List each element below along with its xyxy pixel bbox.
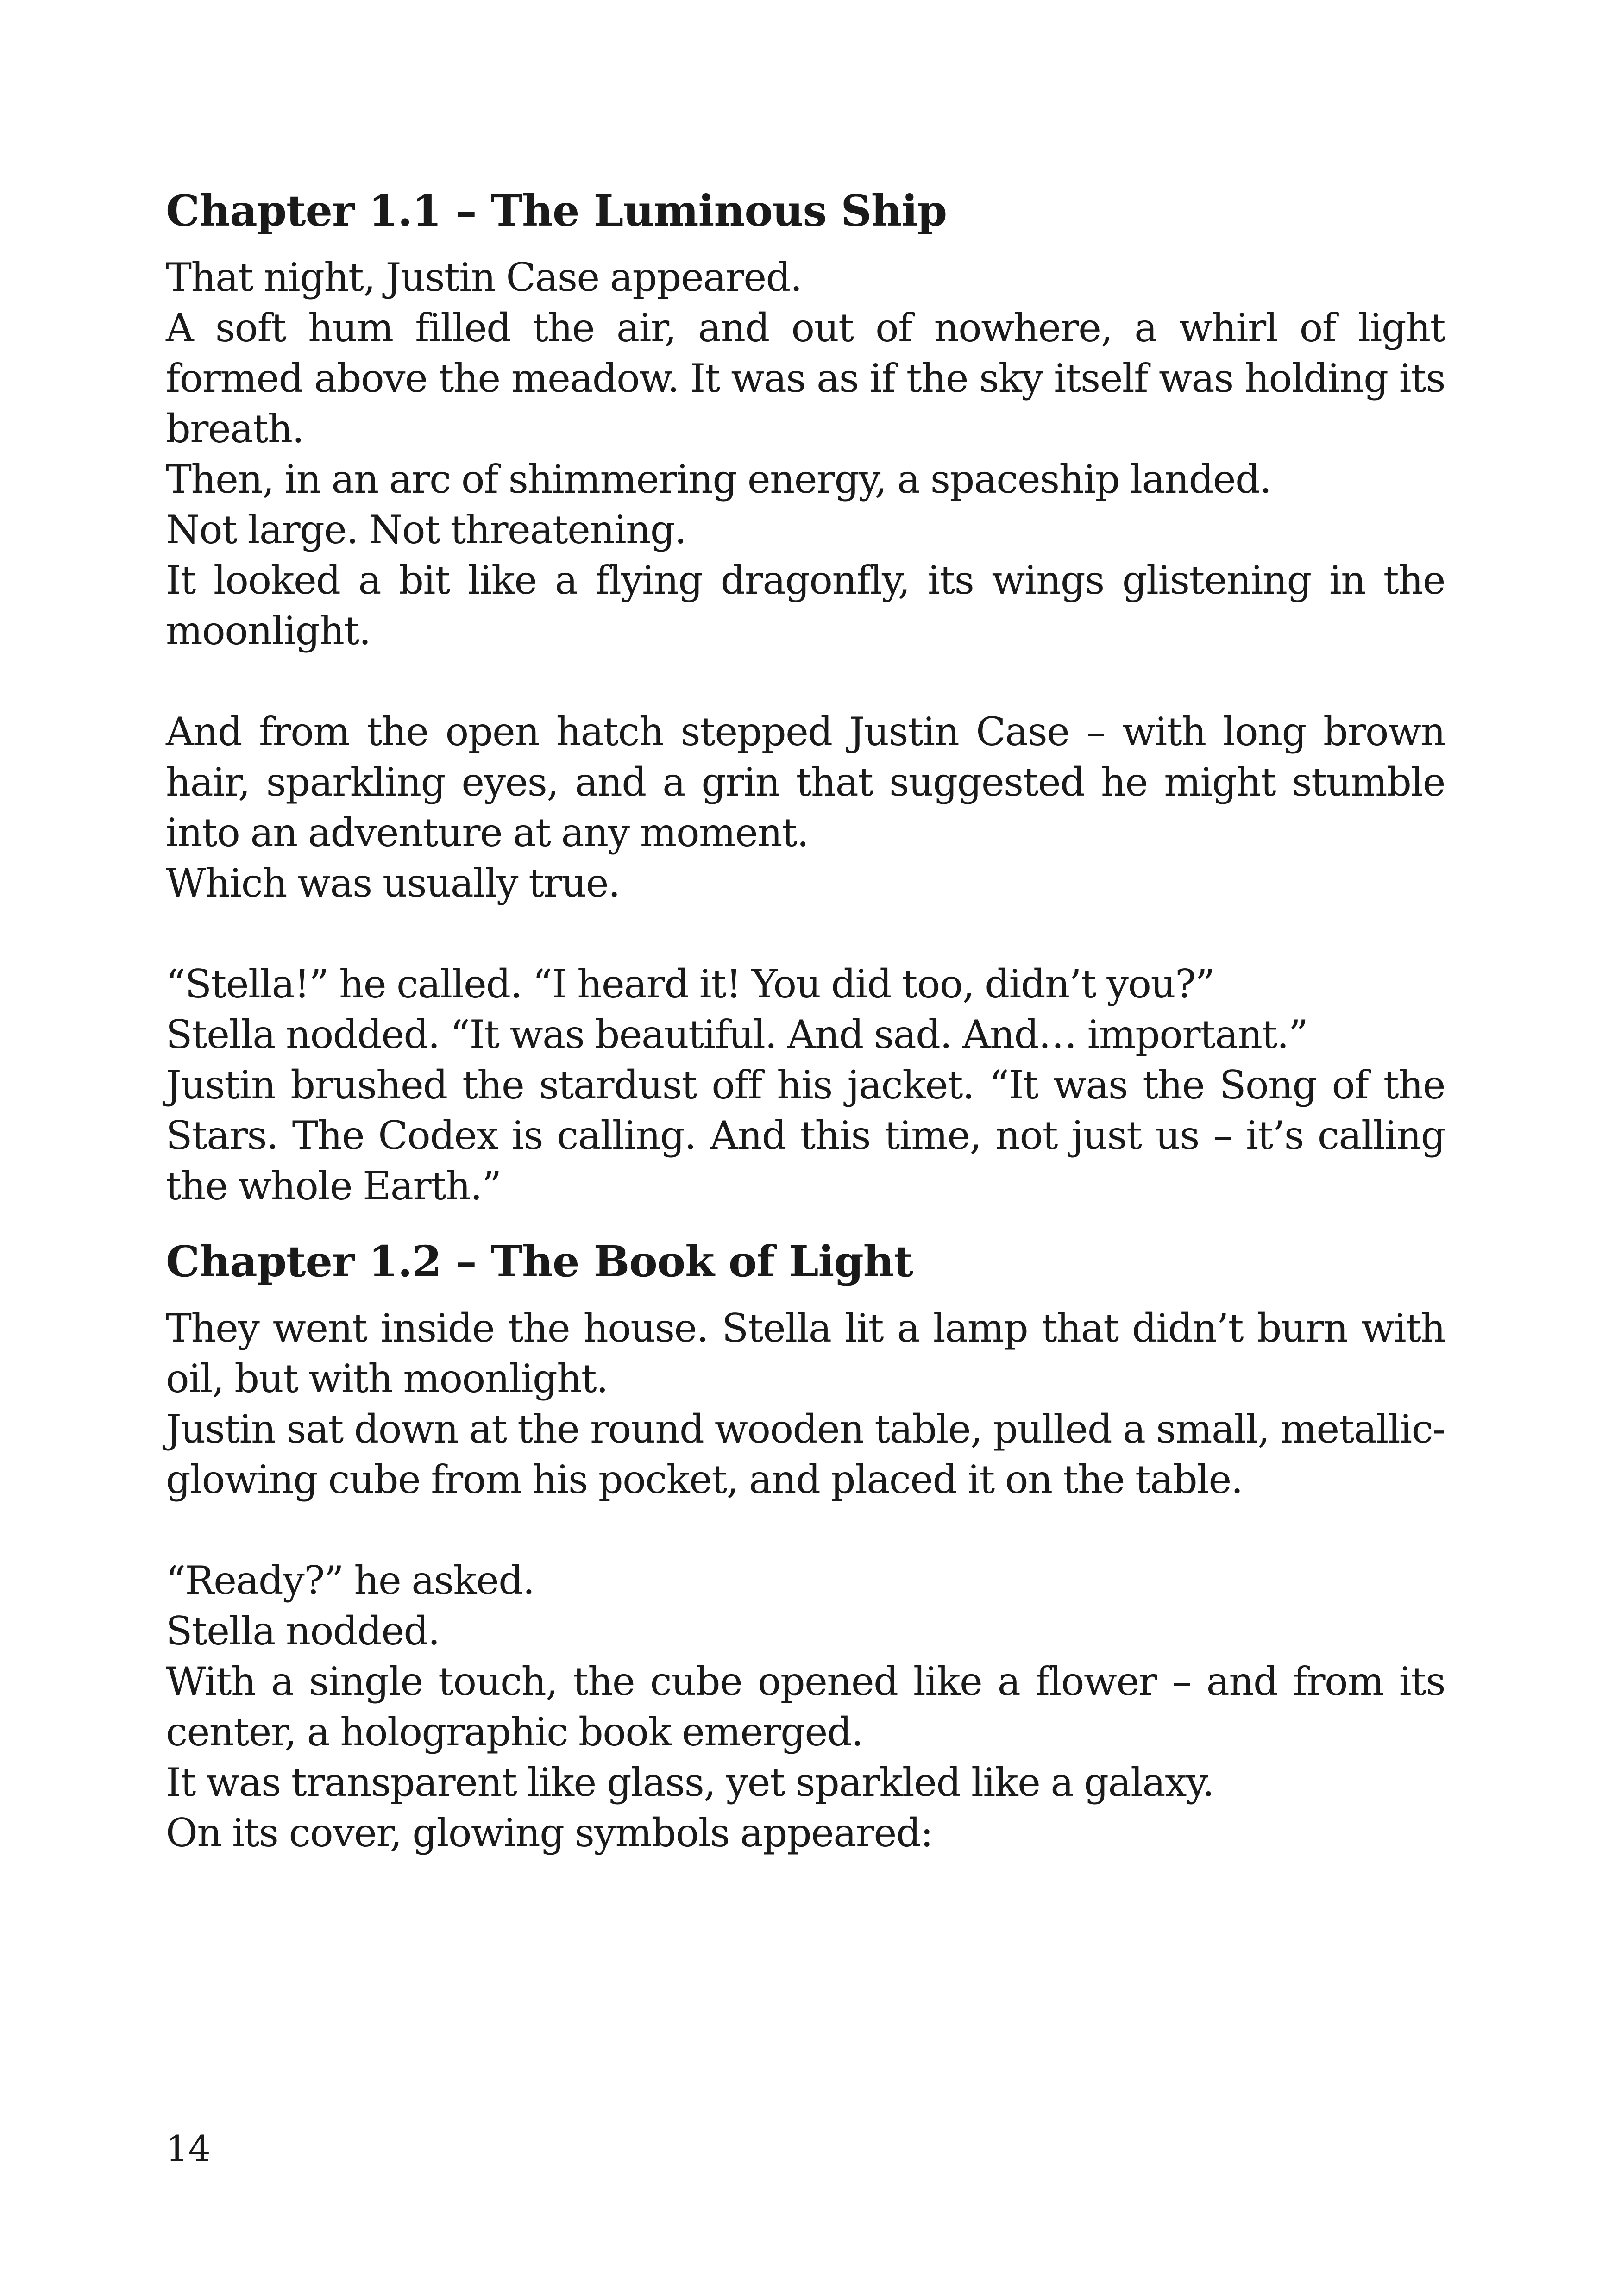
paragraph: Which was usually true. [166, 860, 620, 906]
paragraph: It looked a bit like a flying dragonfly, its wings glistening in the moonlight. [166, 558, 1445, 653]
paragraph: With a single touch, the cube opened like a flower – and from its center, a holographic book emerged. [166, 1659, 1445, 1755]
chapter-1-1-heading: Chapter 1.1 – The Luminous Ship [166, 186, 947, 236]
paragraph: And from the open hatch stepped Justin Case – with long brown hair, sparkling eyes, and a grin that suggested he might stumble into an adventure at any moment. [166, 709, 1445, 855]
page-number: 14 [166, 2128, 211, 2169]
paragraph: Justin sat down at the round wooden table, pulled a small, metallic-glowing cube from his pocket, and placed it on the table. [166, 1406, 1445, 1502]
chapter-1-2-heading: Chapter 1.2 – The Book of Light [166, 1236, 913, 1286]
paragraph: Stella nodded. “It was beautiful. And sad. And… important.” [166, 1012, 1308, 1057]
paragraph-spacer [166, 909, 1445, 959]
page-body [166, 178, 1445, 1858]
paragraph: Then, in an arc of shimmering energy, a spaceship landed. [166, 457, 1271, 502]
paragraph: On its cover, glowing symbols appeared: [166, 1810, 933, 1856]
paragraph: Not large. Not threatening. [166, 507, 686, 552]
paragraph: “Ready?” he asked. [166, 1558, 534, 1603]
paragraph: That night, Justin Case appeared. [166, 255, 802, 300]
paragraph-spacer [166, 656, 1445, 707]
paragraph: “Stella!” he called. “I heard it! You did too, didn’t you?” [166, 961, 1215, 1007]
paragraph: Stella nodded. [166, 1608, 440, 1654]
paragraph: It was transparent like glass, yet sparkled like a galaxy. [166, 1760, 1214, 1805]
chapter-1-1-text [166, 252, 1445, 1211]
paragraph-spacer [166, 1505, 1445, 1556]
paragraph: They went inside the house. Stella lit a lamp that didn’t burn with oil, but with moonlight. [166, 1305, 1445, 1401]
chapter-1-2-text [166, 1303, 1445, 1858]
paragraph: Justin brushed the stardust off his jacket. “It was the Song of the Stars. The Codex is calling. And this time, not just us – it’s calling the whole Earth.” [166, 1062, 1445, 1209]
paragraph: A soft hum filled the air, and out of nowhere, a whirl of light formed above the meadow. It was as if the sky itself was holding its breath. [166, 305, 1445, 452]
